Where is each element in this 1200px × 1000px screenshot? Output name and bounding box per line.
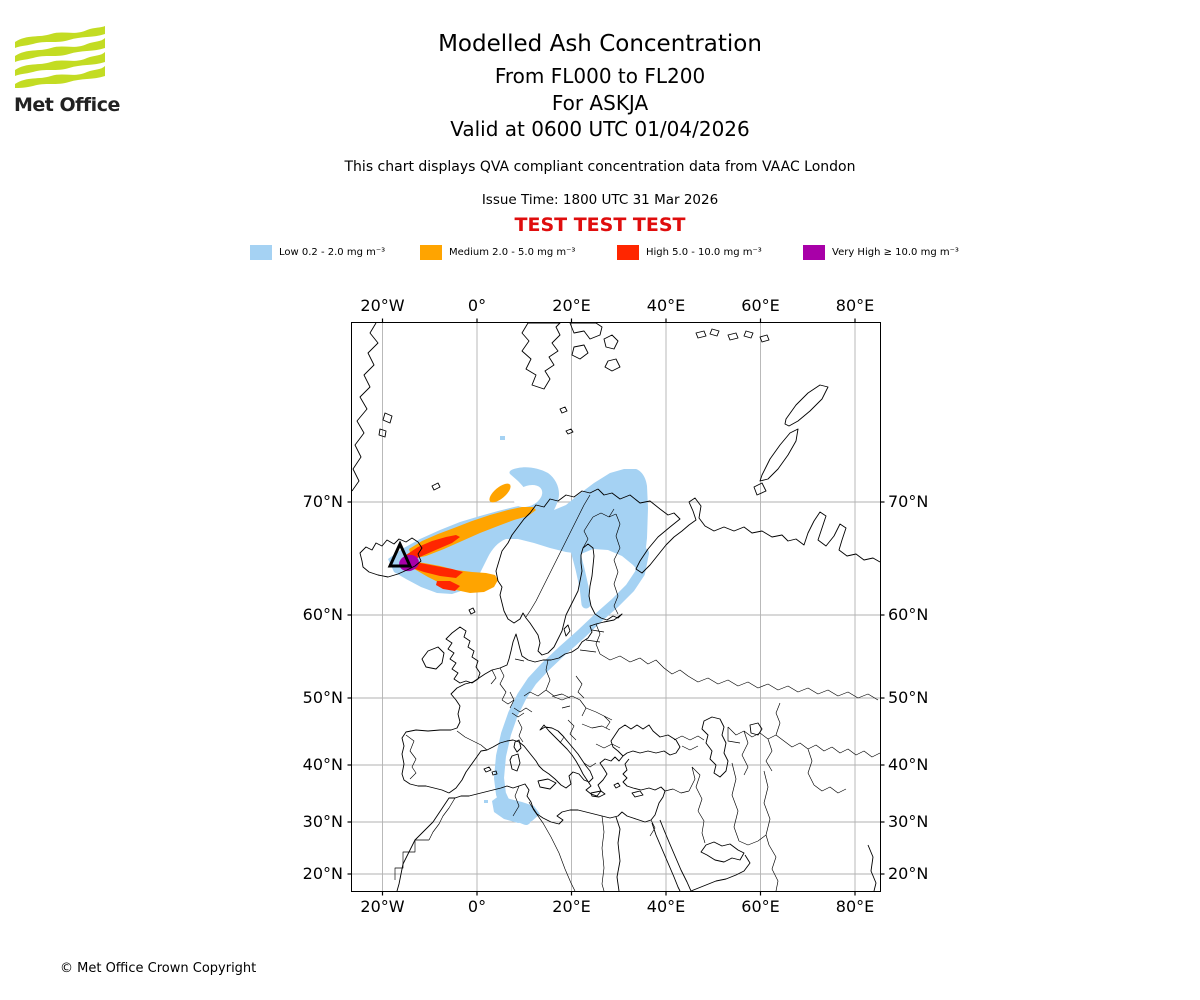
y-tick-left: 70°N: [302, 492, 343, 511]
x-tick-bottom: 0°: [467, 897, 487, 916]
x-tick-top: 20°W: [360, 296, 405, 315]
coast-shetland: [469, 608, 475, 614]
x-tick-top: 60°E: [741, 296, 780, 315]
coast-mediterranean-north: [449, 725, 680, 796]
y-tick-left: 50°N: [302, 688, 343, 707]
legend-item-low: [250, 244, 385, 260]
y-tick-right: 40°N: [888, 755, 929, 774]
y-tick-left: 30°N: [302, 812, 343, 831]
coast-britain: [446, 627, 480, 683]
x-tick-top: 20°E: [552, 296, 591, 315]
valid-time-subtitle: Valid at 0600 UTC 01/04/2026: [450, 117, 750, 141]
qva-description: This chart displays QVA compliant concentration data from VAAC London: [344, 159, 856, 175]
map-canvas: [352, 323, 880, 891]
x-tick-top: 40°E: [646, 296, 686, 315]
coast-greenland: [352, 323, 378, 491]
test-banner: TEST TEST TEST: [514, 214, 686, 236]
x-tick-bottom: 40°E: [646, 897, 686, 916]
x-tick-bottom: 20°E: [552, 897, 591, 916]
y-tick-right: 70°N: [888, 492, 929, 511]
x-tick-bottom: 20°W: [360, 897, 405, 916]
y-tick-right: 60°N: [888, 605, 929, 624]
coast-ireland: [422, 647, 444, 669]
legend-swatch-medium: [420, 245, 442, 260]
x-tick-top: 80°E: [835, 296, 875, 315]
coast-svalbard: [522, 323, 620, 413]
coast-nile: [616, 817, 620, 891]
page-title: Modelled Ash Concentration: [438, 31, 762, 57]
map-panel: [302, 296, 929, 916]
y-tick-right: 20°N: [888, 864, 929, 883]
legend-label-medium: Medium 2.0 - 5.0 mg m⁻³: [449, 246, 576, 258]
volcano-subtitle: For ASKJA: [551, 91, 649, 115]
coast-novaya-zemlya: [754, 385, 828, 495]
coast-oman: [691, 855, 750, 891]
y-tick-left: 40°N: [302, 755, 343, 774]
y-tick-right: 50°N: [888, 688, 929, 707]
coast-red-sea: [652, 820, 691, 891]
met-office-logo-text: Met Office: [14, 94, 120, 116]
x-tick-top: 0°: [467, 296, 487, 315]
legend-label-low: Low 0.2 - 2.0 mg m⁻³: [279, 246, 386, 258]
legend-swatch-very-high: [803, 245, 825, 260]
coast-turkey-africa: [397, 759, 665, 891]
legend-label-high: High 5.0 - 10.0 mg m⁻³: [646, 246, 762, 258]
coast-jan-mayen: [432, 483, 440, 490]
coast-greenland-islets: [379, 413, 392, 437]
coast-franz-josef: [696, 329, 769, 342]
issue-time: Issue Time: 1800 UTC 31 Mar 2026: [481, 192, 719, 208]
legend-item-medium: [420, 244, 575, 260]
x-tick-bottom: 60°E: [741, 897, 780, 916]
y-tick-left: 20°N: [302, 864, 343, 883]
legend-swatch-low: [250, 245, 272, 260]
y-tick-left: 60°N: [302, 605, 343, 624]
legend-swatch-high: [617, 245, 639, 260]
legend-item-very-high: [803, 244, 959, 260]
coast-persian-gulf: [701, 842, 744, 862]
legend-label-very-high: Very High ≥ 10.0 mg m⁻³: [832, 246, 959, 258]
x-tick-bottom: 80°E: [835, 897, 875, 916]
coast-caspian: [702, 717, 728, 777]
copyright-notice: © Met Office Crown Copyright: [60, 961, 257, 976]
y-tick-right: 30°N: [888, 812, 929, 831]
coast-india-west: [868, 845, 876, 891]
flight-level-subtitle: From FL000 to FL200: [494, 64, 706, 88]
legend-item-high: [617, 244, 762, 260]
